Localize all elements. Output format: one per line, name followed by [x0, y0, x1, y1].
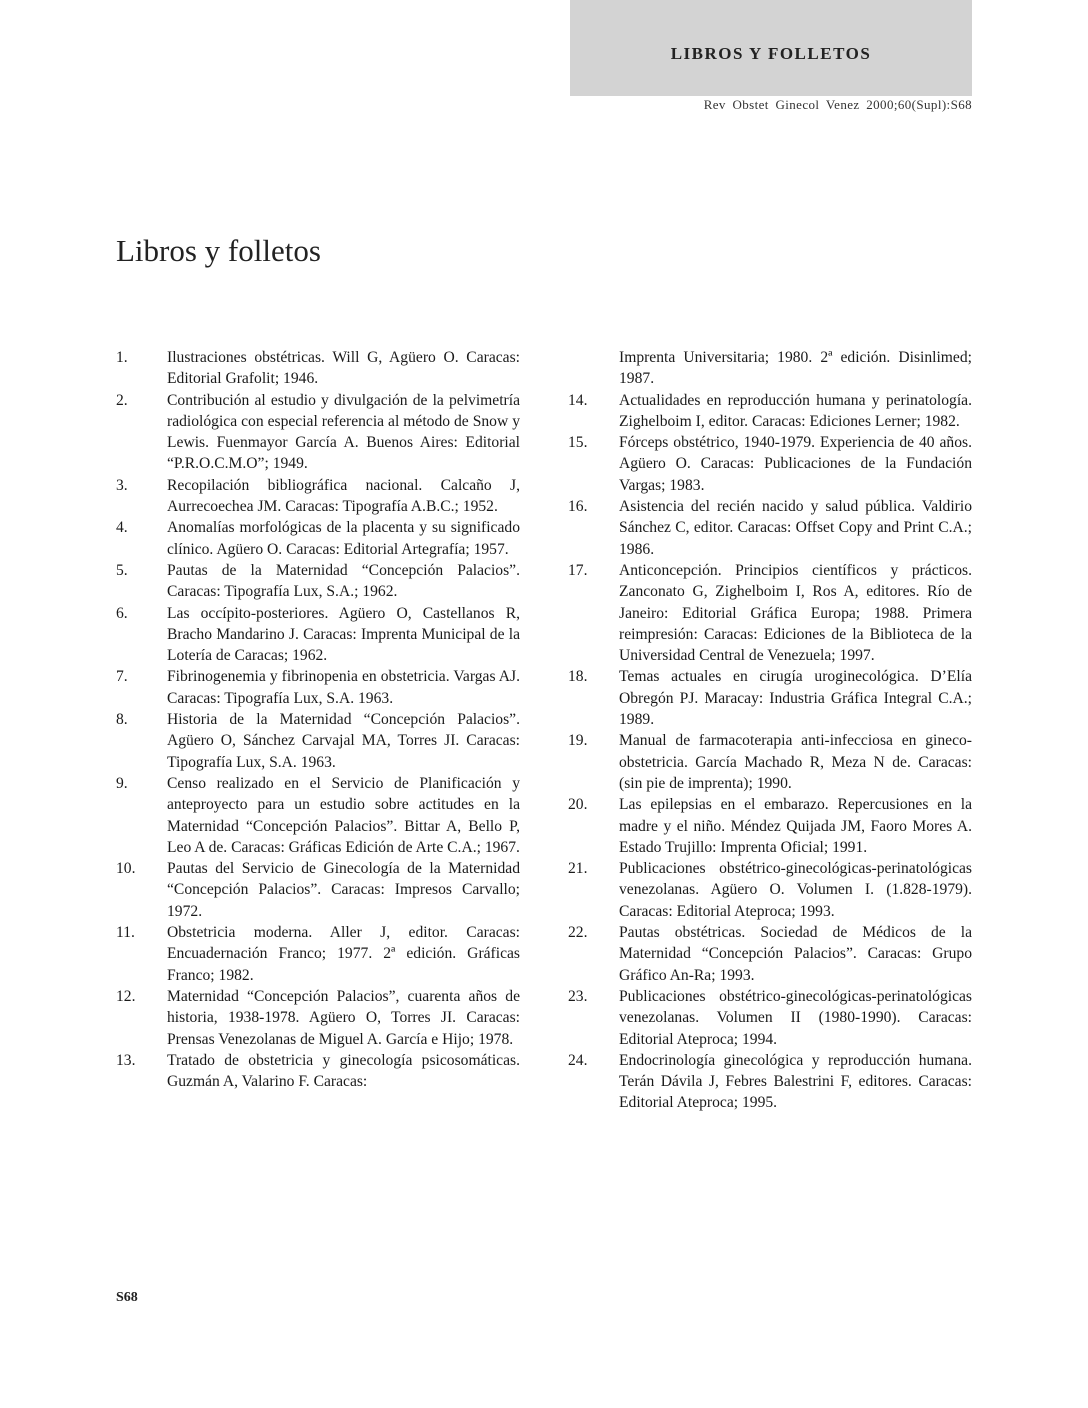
page-number: S68 — [116, 1290, 138, 1305]
reference-entry — [116, 666, 520, 709]
reference-entry — [116, 603, 520, 667]
reference-entry — [116, 858, 520, 922]
reference-text: Recopilación bibliográfica nacional. Calcaño J, Aurrecoechea JM. Caracas: Tipografía A.B.C.; 1952. — [167, 476, 520, 516]
reference-entry — [116, 922, 520, 986]
reference-text: Actualidades en reproducción humana y perinatología. Zighelboim I, editor. Caracas: Ediciones Lerner; 1982. — [619, 391, 972, 430]
reference-entry — [116, 986, 520, 1050]
reference-text: Asistencia del recién nacido y salud pública. Valdirio Sánchez C, editor. Caracas: Offset Copy and Print C.A.; 1986. — [619, 498, 972, 558]
reference-text: Contribución al estudio y divulgación de la pelvimetría radiológica con especial referencia al método de Snow y Lewis. Fuenmayor García A. Buenos Aires: Editorial “P.R.O.C.M.O”; 1949. — [167, 391, 520, 473]
reference-number: 7. — [116, 668, 128, 686]
reference-text: Las occípito-posteriores. Agüero O, Castellanos R, Bracho Mandarino J. Caracas: Imprenta Municipal de la Lotería de Caracas; 1962. — [167, 604, 520, 665]
reference-entry — [568, 432, 972, 496]
reference-entry — [568, 1050, 972, 1114]
reference-text: Fórceps obstétrico, 1940-1979. Experiencia de 40 años. Agüero O. Caracas: Publicaciones de la Fundación Vargas; 1983. — [619, 434, 972, 494]
reference-entry — [116, 517, 520, 560]
reference-number: 5. — [116, 561, 128, 579]
reference-entry — [116, 390, 520, 475]
reference-text: Publicaciones obstétrico-ginecológicas-perinatológicas venezolanas. Agüero O. Volumen I. (1.828-1979). Caracas: Editorial Ateproca; 1993. — [619, 860, 972, 920]
reference-number: 19. — [568, 732, 588, 750]
reference-number: 2. — [116, 391, 128, 409]
reference-entry — [116, 1050, 520, 1093]
reference-text: Manual de farmacoterapia anti-infecciosa en gineco-obstetricia. García Machado R, Meza N de. Caracas: (sin pie de imprenta); 1990. — [619, 732, 972, 792]
right-column — [568, 347, 972, 1114]
reference-number: 6. — [116, 604, 128, 622]
reference-number: 22. — [568, 924, 588, 942]
reference-text: Obstetricia moderna. Aller J, editor. Caracas: Encuadernación Franco; 1977. 2ª edición. Gráficas Franco; 1982. — [167, 924, 520, 984]
reference-entry — [568, 730, 972, 794]
reference-number: 14. — [568, 391, 588, 409]
reference-number: 24. — [568, 1051, 588, 1069]
reference-entry — [568, 922, 972, 986]
reference-text: Anomalías morfológicas de la placenta y su significado clínico. Agüero O. Caracas: Editorial Artegrafía; 1957. — [167, 519, 520, 558]
reference-text: Pautas obstétricas. Sociedad de Médicos de la Maternidad “Concepción Palacios”. Caracas: Grupo Gráfico An-Ra; 1993. — [619, 924, 972, 984]
reference-text: Las epilepsias en el embarazo. Repercusiones en la madre y el niño. Méndez Quijada JM, Faoro Mores A. Estado Trujillo: Imprenta Oficial; 1991. — [619, 796, 972, 856]
section-header-title: LIBROS Y FOLLETOS — [670, 44, 872, 63]
reference-number: 4. — [116, 519, 128, 537]
reference-entry — [568, 390, 972, 433]
reference-number: 3. — [116, 476, 128, 494]
reference-number: 13. — [116, 1051, 136, 1069]
reference-number: 17. — [568, 561, 588, 579]
page-title: Libros y folletos — [116, 232, 321, 268]
reference-entry — [568, 560, 972, 666]
reference-entry — [116, 560, 520, 603]
section-header-box — [570, 0, 972, 96]
reference-entry — [568, 666, 972, 730]
reference-text: Pautas del Servicio de Ginecología de la Maternidad “Concepción Palacios”. Caracas: Impresos Carvallo; 1972. — [167, 860, 520, 920]
reference-number: 18. — [568, 668, 588, 686]
reference-text: Censo realizado en el Servicio de Planificación y anteproyecto para un estudio sobre actitudes en la Maternidad “Concepción Palacios”. Bittar A, Bello P, Leo A de. Caracas: Gráficas Edición de Arte C.A.; 1967. — [167, 774, 520, 856]
reference-text: Maternidad “Concepción Palacios”, cuarenta años de historia, 1938-1978. Agüero O, Torres JI. Caracas: Prensas Venezolanas de Miguel A. García e Hijo; 1978. — [167, 987, 520, 1048]
reference-text: Pautas de la Maternidad “Concepción Palacios”. Caracas: Tipografía Lux, S.A.; 1962. — [167, 561, 520, 601]
reference-text: Fibrinogenemia y fibrinopenia en obstetricia. Vargas AJ. Caracas: Tipografía Lux, S.A. 1963. — [167, 668, 520, 707]
reference-number: 21. — [568, 860, 588, 878]
reference-number: 16. — [568, 498, 588, 516]
reference-entry — [116, 709, 520, 773]
reference-number: 8. — [116, 711, 128, 729]
reference-text: Tratado de obstetricia y ginecología psicosomáticas. Guzmán A, Valarino F. Caracas: — [167, 1051, 520, 1091]
left-column — [116, 347, 520, 1092]
reference-text: Ilustraciones obstétricas. Will G, Agüero O. Caracas: Editorial Grafolit; 1946. — [167, 349, 520, 388]
reference-text: Anticoncepción. Principios científicos y prácticos. Zanconato G, Zighelboim I, Ros A, editores. Río de Janeiro: Editorial Gráfica Europa; 1988. Primera reimpresión: Caracas: Ediciones de la Biblioteca de la Universidad Central de Venezuela; 1997. — [619, 561, 972, 665]
reference-entry — [568, 986, 972, 1050]
reference-number: 10. — [116, 860, 136, 878]
reference-text: Historia de la Maternidad “Concepción Palacios”. Agüero O, Sánchez Carvajal MA, Torres JI. Caracas: Tipografía Lux, S.A. 1963. — [167, 711, 520, 771]
reference-entry — [116, 475, 520, 518]
journal-citation: Rev Obstet Ginecol Venez 2000;60(Supl):S68 — [703, 97, 972, 112]
reference-text: Publicaciones obstétrico-ginecológicas-perinatológicas venezolanas. Volumen II (1980-1990). Caracas: Editorial Ateproca; 1994. — [619, 987, 972, 1048]
reference-text: Endocrinología ginecológica y reproducción humana. Terán Dávila J, Febres Balestrini F, editores. Caracas: Editorial Ateproca; 1995. — [619, 1051, 972, 1112]
reference-entry — [116, 773, 520, 858]
reference-entry — [568, 858, 972, 922]
reference-entry — [116, 347, 520, 390]
reference-number: 23. — [568, 987, 588, 1005]
reference-number: 15. — [568, 434, 588, 452]
reference-number: 12. — [116, 987, 136, 1005]
reference-text: Temas actuales en cirugía uroginecológica. D’Elía Obregón PJ. Maracay: Industria Gráfica Integral C.A.; 1989. — [619, 668, 972, 729]
reference-entry — [568, 794, 972, 858]
entry-13-continuation: Imprenta Universitaria; 1980. 2ª edición. Disinlimed; 1987. — [619, 349, 972, 388]
reference-entry — [568, 496, 972, 560]
reference-number: 9. — [116, 774, 128, 792]
reference-number: 11. — [116, 924, 135, 942]
reference-number: 20. — [568, 796, 588, 814]
reference-number: 1. — [116, 349, 128, 366]
